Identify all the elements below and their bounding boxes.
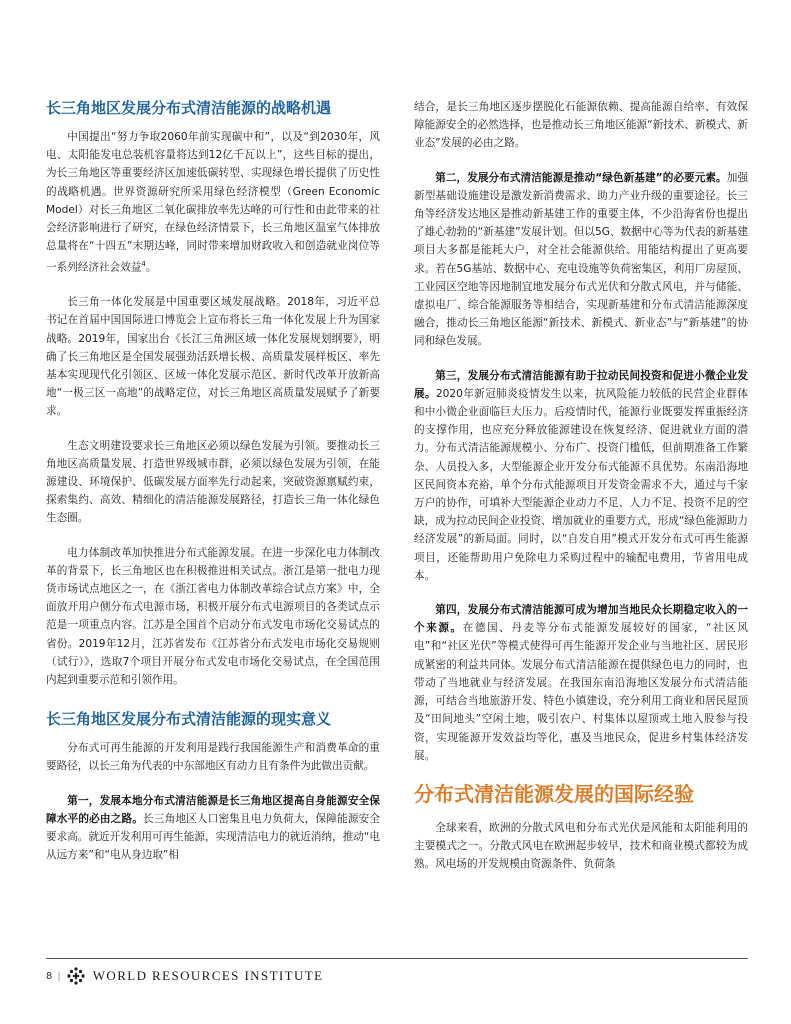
paragraph: 电力体制改革加快推进分布式能源发展。在进一步深化电力体制改革的背景下，长三角地区也在积极推进相关试点。浙江是第一批电力现货市场试点地区之一，在《浙江省电力体制改革综合试点方案》中，全面放开用户侧分布式电源市场，积极开展分布式电源项目的各类试点示范是一项重点内容。江苏是全国首个启动分布式发电市场化交易试点的省份。2019年12月，江苏省发布《江苏省分布式发电市场化交易规则（试行）》，选取7个项目开展分布式发电市场化交易试点，在全国范围内起到重要示范和引领作用。 <box>46 546 380 687</box>
section-title-strategic-opportunity: 长三角地区发展分布式清洁能源的战略机遇 <box>46 99 332 117</box>
footnote-ref[interactable]: 4 <box>141 260 146 269</box>
paragraph-lead: 第二，发展分布式清洁能源是推动“绿色新基建”的必要元素。 <box>435 171 727 184</box>
paragraph: 第一，发展本地分布式清洁能源是长三角地区提高自身能源安全保障水平的必由之路。长三角地区人口密集且电力负荷大，保障能源安全要求高。就近开发利用可再生能源，实现清洁电力的就近消纳，推动“电从远方来”和“电从身边取”相 <box>46 794 381 862</box>
footer-separator: | <box>57 970 61 982</box>
page-number: 8 <box>46 970 53 982</box>
paragraph: 长三角一体化发展是中国重要区域发展战略。2018年，习近平总书记在首届中国国际进口博览会上宣布将长三角一体化发展上升为国家战略。2019年，国家出台《长江三角洲区域一体化发展规划纲要》，明确了长三角地区是全国发展强劲活跃增长极、高质量发展样板区、率先基本实现现代化引领区、区域一体化发展示范区、新时代改革开放新高地“一极三区一高地”的战略定位，对长三角地区高质量发展赋予了新要求。 <box>46 296 380 418</box>
footer-divider <box>46 958 748 959</box>
wri-logo-icon <box>67 967 85 985</box>
section-title-international-experience: 分布式清洁能源发展的国际经验 <box>414 781 694 806</box>
organization-name: WORLD RESOURCES INSTITUTE <box>92 968 324 983</box>
left-column <box>46 98 380 880</box>
right-column <box>414 98 748 890</box>
paragraph: 生态文明建设要求长三角地区必须以绿色发展为引领。要推动长三角地区高质量发展、打造世界级城市群，必须以绿色发展为引领，在能源建设、环境保护、低碳发展方面率先行动起来，突破资源禀赋约束，探索集约、高效、精细化的清洁能源发展路径，打造长三角一体化绿色生态圈。 <box>46 439 380 525</box>
section-title-practical-significance: 长三角地区发展分布式清洁能源的现实意义 <box>46 710 332 729</box>
paragraph-lead: 第一，发展本地分布式清洁能源是长三角地区提高自身能源安全保障水平的必由之路。 <box>46 794 380 825</box>
paragraph: 全球来看，欧洲的分散式风电和分布式光伏是风能和太阳能利用的主要模式之一。分散式风电在欧洲起步较早，技术和商业模式都较为成熟。风电场的开发规模由资源条件、负荷条 <box>414 821 748 871</box>
paragraph: 第四，发展分布式清洁能源可成为增加当地民众长期稳定收入的一个来源。在德国、丹麦等分布式能源发展较好的国家，“社区风电”和“社区光伏”等模式使得可再生能源开发企业与当地社区、居民形成紧密的利益共同体。发展分布式清洁能源在提供绿色电力的同时，也带动了当地就业与经济发展。在我国东南沿海地区发展分布式清洁能源，可结合当地旅游开发、特色小镇建设，充分利用工商业和居民屋顶及“田间地头”空闲土地，吸引农户、村集体以屋顶或土地入股参与投资，实现能源开发效益均等化，惠及当地民众，促进乡村集体经济发展。 <box>414 604 748 762</box>
paragraph: 结合，是长三角地区逐步摆脱化石能源依赖、提高能源自给率、有效保障能源安全的必然选择，也是推动长三角地区能源“新技术、新模式、新业态”发展的必由之路。 <box>414 101 748 150</box>
paragraph: 第二，发展分布式清洁能源是推动“绿色新基建”的必要元素。加强新型基础设施建设是激发新消费需求、助力产业升级的重要途径。长三角等经济发达地区是推动新基建工作的重要主体，不少沿海省份也提出了雄心勃勃的“新基建”发展计划。但以5G、数据中心等为代表的新基建项目大多都是能耗大户，对全社会能源供给、用能结构提出了更高要求。若在5G基站、数据中心、充电设施等负荷密集区，利用厂房屋顶、工业园区空地等因地制宜地发展分布式光伏和分散式风电，并与储能、虚拟电厂、综合能源服务等相结合，实现新基建和分布式清洁能源深度融合，推动长三角地区能源“新技术、新模式、新业态”与“新基建”的协同和绿色发展。 <box>414 171 748 348</box>
paragraph-lead: 第三，发展分布式清洁能源有助于拉动民间投资和促进小微企业发展。 <box>414 369 748 400</box>
paragraph: 第三，发展分布式清洁能源有助于拉动民间投资和促进小微企业发展。2020年新冠肺炎疫情发生以来，抗风险能力较低的民营企业群体和中小微企业面临巨大压力。后疫情时代，能源行业既要发挥重振经济的支撑作用，也应充分释放能源建设在恢复经济、促进就业方面的潜力。分布式清洁能源规模小、分布广、投资门槛低，但前期准备工作繁杂、人员投入多，大型能源企业开发分布式能源不具优势。东南沿海地区民间资本充裕，单个分布式能源项目开发资金需求不大，通过与千家万户的协作，可填补大型能源企业动力不足、人力不足、投资不足的空缺，成为拉动民间企业投资、增加就业的重要方式，形成“绿色能源助力经济发展”的新局面。同时，以“自发自用”模式开发分布式可再生能源项目，还能帮助用户免除电力采购过程中的输配电费用，节省用电成本。 <box>414 369 748 582</box>
paragraph: 中国提出“努力争取2060年前实现碳中和”，以及“到2030年，风电、太阳能发电总装机容量将达到12亿千瓦以上”，这些目标的提出，为长三角地区等重要经济区加速低碳转型、实现绿色增长提供了历史性的战略机遇。世界资源研究所采用绿色经济模型（Green Economic Model）对长三角地区二氧化碳排放率先达峰的可行性和由此带来的社会经济影响进行了研究，在绿色经济情景下，长三角地区温室气体排放总量将在“十四五”末期达峰，同时带来增加财政收入和创造就业岗位等一系列经济社会效益$^4$。 <box>46 131 380 274</box>
paragraph: 分布式可再生能源的开发利用是践行我国能源生产和消费革命的重要路径，以长三角为代表的中东部地区有动力且有条件为此做出贡献。 <box>46 742 380 773</box>
page-footer <box>46 966 323 986</box>
paragraph-lead: 第四，发展分布式清洁能源可成为增加当地民众长期稳定收入的一个来源。 <box>414 604 748 635</box>
